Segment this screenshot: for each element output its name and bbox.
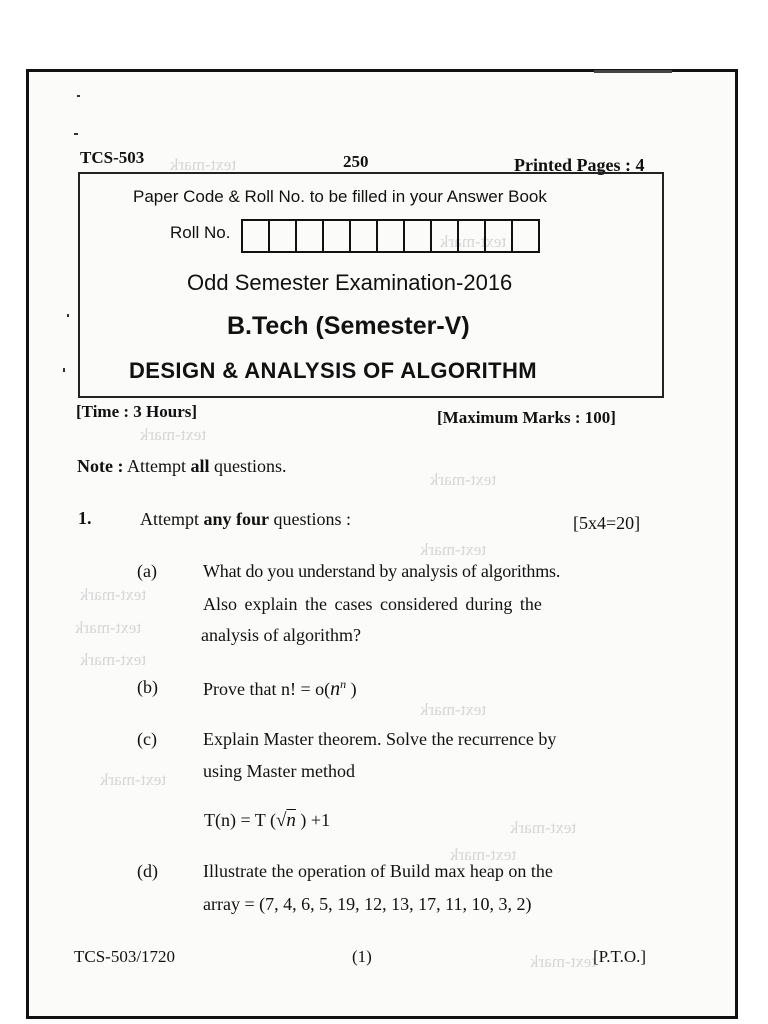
roll-number-box[interactable]	[405, 221, 432, 251]
bleed-through-text: text-mark	[170, 155, 237, 174]
part-a-line: analysis of algorithm?	[201, 625, 361, 645]
part-a-line: Also explain the cases considered during the	[203, 594, 542, 614]
bleed-through-text: text-mark	[450, 845, 517, 864]
formula-prefix: T(n) = T (	[204, 810, 276, 830]
bleed-through-text: text-mark	[430, 470, 497, 489]
footer-code: TCS-503/1720	[74, 947, 176, 966]
note-text-end: questions.	[209, 456, 287, 476]
math-exponent: n	[340, 677, 347, 691]
roll-number-box[interactable]	[432, 221, 459, 251]
roll-number-box[interactable]	[243, 221, 270, 251]
instruction-text-end: questions :	[269, 509, 352, 529]
recurrence-formula	[204, 810, 330, 832]
part-b-text	[203, 677, 357, 701]
paper-count: 250	[343, 152, 369, 171]
bleed-through-text: text-mark	[80, 650, 147, 669]
bleed-through-text: text-mark	[440, 232, 507, 251]
paper-code-note: Paper Code & Roll No. to be filled in your Answer Book	[133, 187, 547, 206]
part-a-label: (a)	[137, 561, 157, 581]
part-c-label: (c)	[137, 729, 157, 749]
question-number: 1.	[78, 508, 92, 528]
part-d-line: array = (7, 4, 6, 5, 19, 12, 13, 17, 11, 10, 3, 2)	[203, 894, 532, 914]
roll-number-box[interactable]	[270, 221, 297, 251]
scan-mark	[594, 70, 672, 73]
bleed-through-text: text-mark	[80, 585, 147, 604]
course-code: TCS-503	[80, 148, 145, 167]
exam-title: Odd Semester Examination-2016	[187, 270, 513, 295]
roll-number-label: Roll No.	[170, 223, 231, 242]
scan-speck	[63, 368, 65, 372]
maximum-marks: [Maximum Marks : 100]	[437, 408, 616, 427]
part-d-line: Illustrate the operation of Build max heap on the	[203, 861, 553, 881]
part-c-line: using Master method	[203, 761, 355, 781]
bleed-through-text: text-mark	[75, 618, 142, 637]
scan-speck	[74, 133, 78, 135]
question-marks: [5x4=20]	[573, 513, 641, 533]
question-instruction	[140, 509, 351, 530]
instruction-text: Attempt	[140, 509, 204, 529]
bleed-through-text: text-mark	[420, 540, 487, 559]
instruction-emphasis: any four	[203, 509, 270, 529]
scan-speck	[77, 95, 80, 97]
bleed-through-text: text-mark	[100, 770, 167, 789]
math-variable: n	[330, 678, 341, 700]
roll-number-box[interactable]	[297, 221, 324, 251]
please-turn-over: [P.T.O.]	[593, 947, 647, 966]
bleed-through-text: text-mark	[510, 818, 577, 837]
exam-duration: [Time : 3 Hours]	[76, 402, 198, 421]
part-a-line: What do you understand by analysis of algorithms.	[203, 561, 561, 581]
sqrt-icon: √	[275, 810, 287, 831]
sqrt-argument: n	[286, 810, 296, 831]
bleed-through-text: text-mark	[420, 700, 487, 719]
instruction-note	[77, 456, 287, 477]
course-name: B.Tech (Semester-V)	[227, 312, 470, 340]
part-b-label: (b)	[137, 677, 158, 697]
roll-number-box[interactable]	[459, 221, 486, 251]
printed-pages: Printed Pages : 4	[514, 155, 645, 175]
page-number: (1)	[352, 947, 372, 966]
part-c-line: Explain Master theorem. Solve the recurrence by	[203, 729, 557, 749]
subject-title: DESIGN & ANALYSIS OF ALGORITHM	[129, 358, 538, 383]
note-label: Note :	[77, 456, 124, 476]
formula-suffix: ) +1	[295, 810, 331, 830]
bleed-through-text: text-mark	[530, 952, 597, 971]
part-d-label: (d)	[137, 861, 158, 881]
note-text: Attempt	[127, 456, 191, 476]
roll-number-box[interactable]	[486, 221, 513, 251]
part-b-prefix: Prove that n! = o(	[203, 679, 331, 699]
roll-number-box[interactable]	[378, 221, 405, 251]
part-b-suffix: )	[346, 679, 357, 699]
scan-speck	[67, 314, 69, 317]
bleed-through-text: text-mark	[140, 425, 207, 444]
note-emphasis: all	[190, 456, 210, 476]
roll-number-box[interactable]	[324, 221, 351, 251]
roll-number-box[interactable]	[351, 221, 378, 251]
roll-number-boxes[interactable]	[241, 219, 540, 253]
roll-number-box[interactable]	[513, 221, 540, 251]
